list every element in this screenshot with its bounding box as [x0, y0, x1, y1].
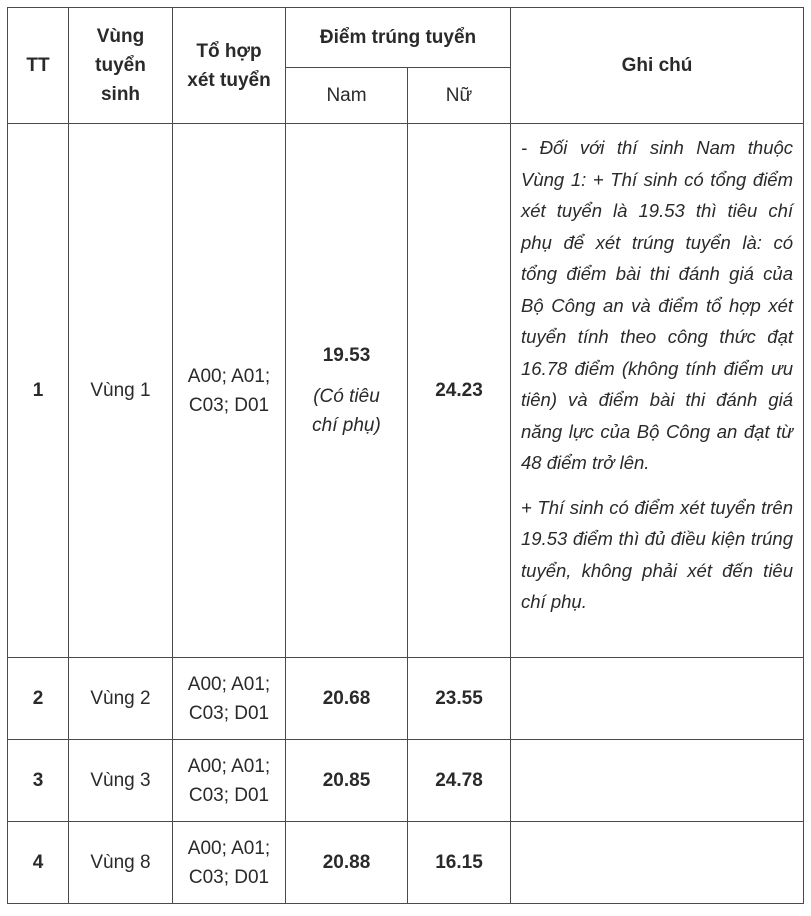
row-male-score: 20.85: [286, 740, 408, 822]
header-region-line-1: Vùng: [96, 26, 145, 47]
row-male-score: 20.68: [286, 658, 408, 740]
row-combo-line-1: A00; A01;: [187, 755, 271, 777]
admission-score-table: [7, 7, 804, 904]
row-combo-line-2: C03; D01: [188, 394, 270, 416]
table-row: [8, 124, 804, 658]
row-male-score: [286, 124, 408, 658]
row-combo: [173, 740, 286, 822]
header-combo-line-1: Tổ hợp: [196, 40, 262, 62]
table-row: [8, 740, 804, 822]
row-combo: [173, 658, 286, 740]
row-combo-line-1: A00; A01;: [187, 673, 271, 695]
row-note: [511, 124, 804, 658]
header-note: Ghi chú: [511, 8, 804, 124]
row-combo-line-1: A00; A01;: [187, 365, 271, 387]
row-female-score: 16.15: [408, 822, 511, 904]
row-tt: 3: [8, 740, 69, 822]
row-region: Vùng 8: [69, 822, 173, 904]
row-female-score: 24.23: [408, 124, 511, 658]
row-female-score: 24.78: [408, 740, 511, 822]
header-region-line-2: tuyển: [95, 55, 146, 76]
row-male-score-spacer: [286, 370, 407, 382]
row-region: Vùng 1: [69, 124, 173, 658]
row-note: [511, 822, 804, 904]
table-row: [8, 822, 804, 904]
row-female-score: 23.55: [408, 658, 511, 740]
header-combo: [173, 8, 286, 124]
header-region: [69, 8, 173, 124]
header-region-line-3: sinh: [100, 84, 141, 105]
row-tt: 4: [8, 822, 69, 904]
row-note-paragraph-1: - Đối với thí sinh Nam thuộc Vùng 1: + Thí sinh có tổng điểm xét tuyển là 19.53 thì tiêu chí phụ để xét trúng tuyển là: có tổng điểm bài thi đánh giá của Bộ Công an và điểm tổ hợp xét tuyển tính theo công thức đạt 16.78 điểm (không tính điểm ưu tiên) và điểm bài thi đánh giá năng lực của Bộ Công an đạt từ 48 điểm trở lên.: [521, 137, 794, 473]
admission-score-table-wrapper: [7, 7, 803, 904]
row-combo: [173, 822, 286, 904]
row-tt: 2: [8, 658, 69, 740]
row-male-score-note-line-1: (Có tiêu: [313, 386, 380, 407]
table-row: [8, 658, 804, 740]
header-female: Nữ: [408, 68, 511, 124]
header-score: Điểm trúng tuyển: [286, 8, 511, 68]
header-row-top: [8, 8, 804, 68]
row-region: Vùng 3: [69, 740, 173, 822]
row-combo: [173, 124, 286, 658]
header-combo-line-2: xét tuyển: [187, 69, 271, 91]
row-note: [511, 658, 804, 740]
row-combo-line-2: C03; D01: [188, 784, 270, 806]
row-note-paragraph-2: + Thí sinh có điểm xét tuyển trên 19.53 điểm thì đủ điều kiện trúng tuyển, không phải xét đến tiêu chí phụ.: [521, 496, 794, 612]
row-combo-line-2: C03; D01: [188, 866, 270, 888]
row-male-score-note-line-2: chí phụ): [312, 415, 381, 436]
row-male-score-value: 19.53: [322, 345, 371, 366]
row-combo-line-2: C03; D01: [188, 702, 270, 724]
row-tt: 1: [8, 124, 69, 658]
header-male: Nam: [286, 68, 408, 124]
row-male-score: 20.88: [286, 822, 408, 904]
row-combo-line-1: A00; A01;: [187, 837, 271, 859]
header-tt: TT: [8, 8, 69, 124]
row-note: [511, 740, 804, 822]
row-region: Vùng 2: [69, 658, 173, 740]
